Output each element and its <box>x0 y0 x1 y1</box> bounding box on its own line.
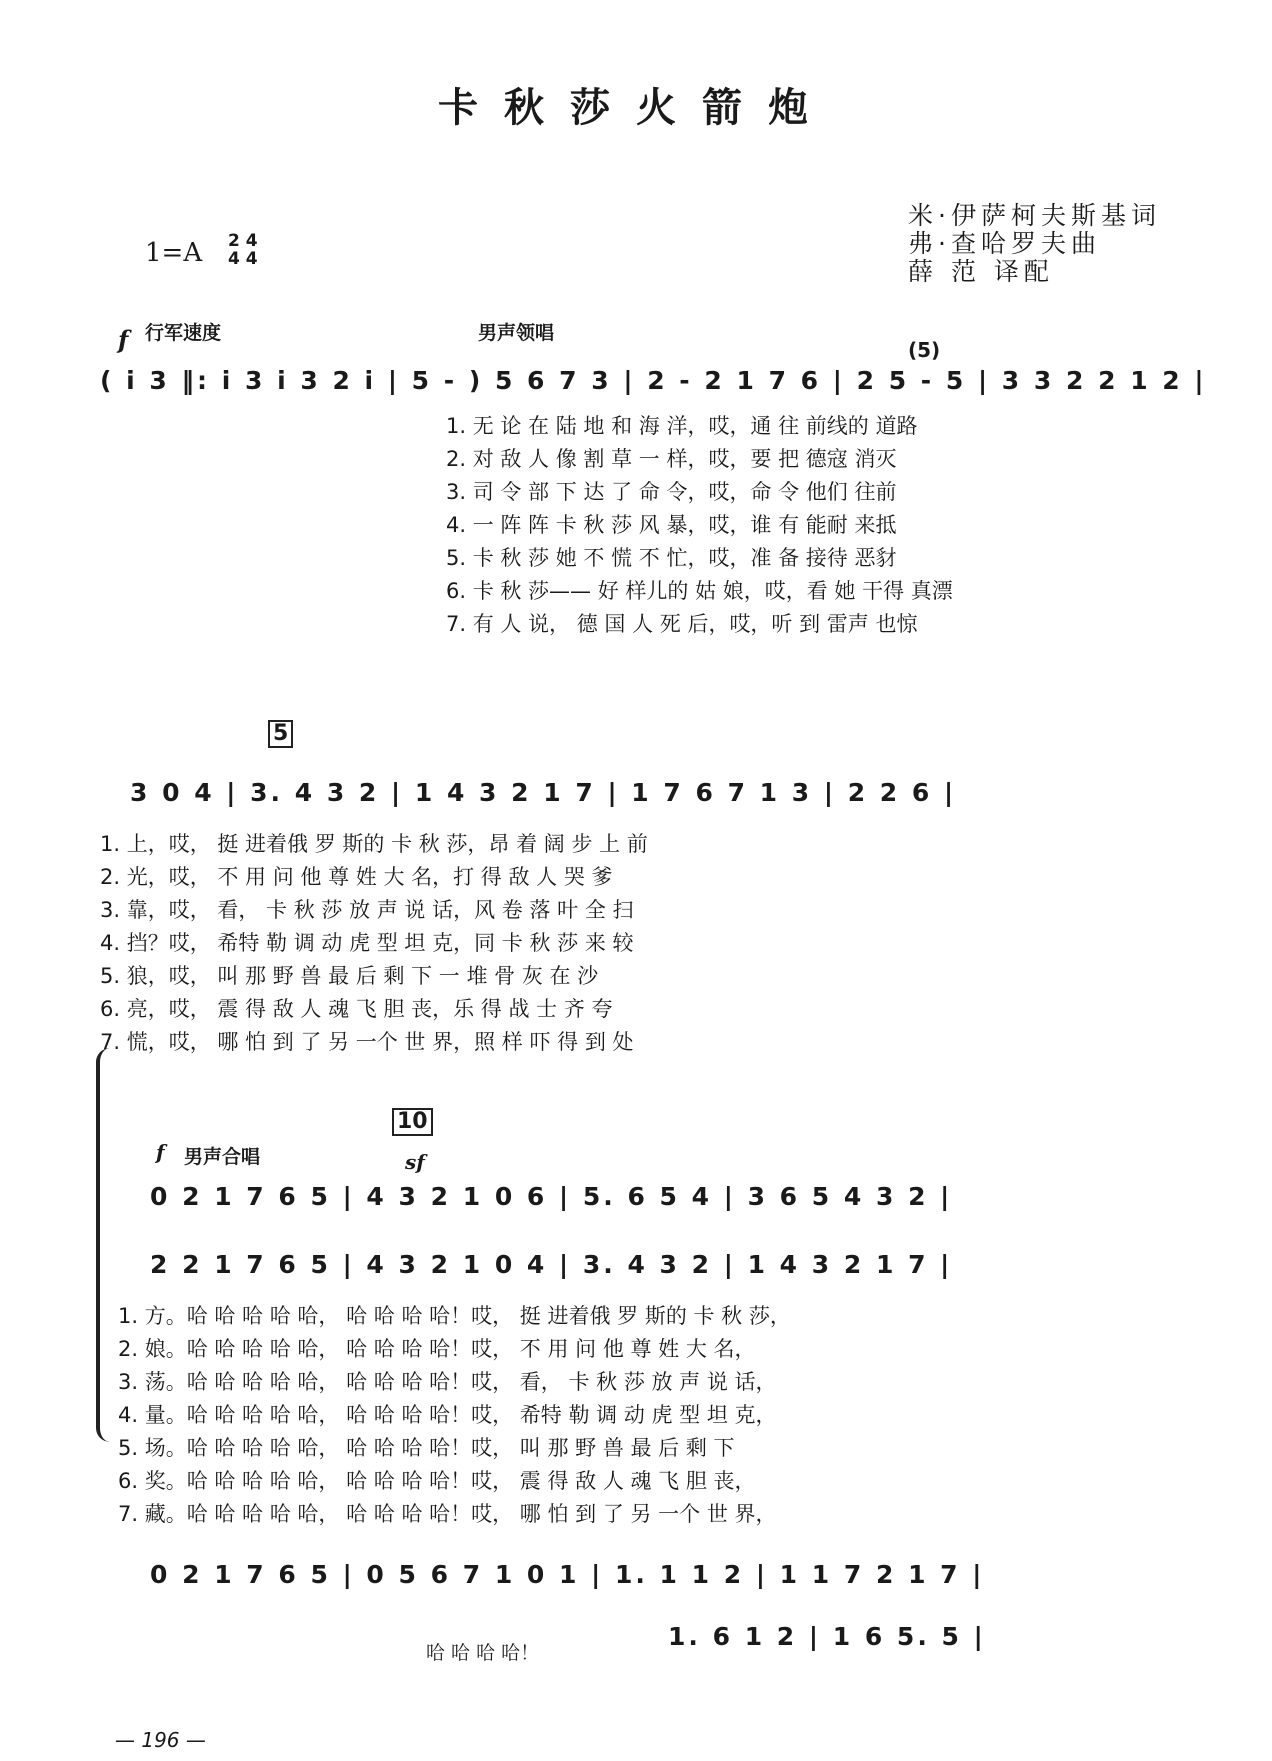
lyric-line: 5. 场。哈 哈 哈 哈 哈， 哈 哈 哈 哈！哎， 叫 那 野 兽 最 后 剩 下 <box>118 1436 735 1460</box>
measure-number: 5 <box>268 720 293 748</box>
lyric-line: 7. 藏。哈 哈 哈 哈 哈， 哈 哈 哈 哈！哎， 哪 怕 到 了 另 一个 世 界， <box>118 1502 777 1526</box>
measure-number: 10 <box>392 1108 433 1136</box>
lyric-line: 5. 卡 秋 莎 她 不 慌 不 忙，哎，准 备 接待 恶豺 <box>446 546 897 570</box>
lyric-line: 3. 靠，哎， 看， 卡 秋 莎 放 声 说 话，风 卷 落 叶 全 扫 <box>100 898 634 922</box>
system3-lower-notes: 2 2 1 7 6 5 | 4 3 2 1 0 4 | 3. 4 3 2 | 1 4 3 2 1 7 | <box>150 1250 953 1279</box>
lyric-line: 1. 无 论 在 陆 地 和 海 洋，哎，通 往 前线的 道路 <box>446 414 918 438</box>
system2-lyrics <box>100 828 648 1059</box>
dynamic-forte: f <box>118 325 129 354</box>
paren-note: (5) <box>908 338 941 362</box>
lyric-line: 6. 亮，哎， 震 得 敌 人 魂 飞 胆 丧，乐 得 战 士 齐 夸 <box>100 997 613 1021</box>
time-sig-1: 2 4 <box>228 231 258 251</box>
lyric-line: 1. 上，哎， 挺 进着俄 罗 斯的 卡 秋 莎，昂 着 阔 步 上 前 <box>100 832 648 856</box>
lyric-line: 7. 慌，哎， 哪 怕 到 了 另 一个 世 界，照 样 吓 得 到 处 <box>100 1030 634 1054</box>
system3-lyrics <box>118 1300 791 1531</box>
song-title: 卡秋莎火箭炮 <box>438 85 834 131</box>
lyric-line: 5. 狼，哎， 叫 那 野 兽 最 后 剩 下 一 堆 骨 灰 在 沙 <box>100 964 599 988</box>
performance-solo: 男声领唱 <box>478 322 555 344</box>
system-brace <box>96 1048 110 1442</box>
system2-notes: 3 0 4 | 3. 4 3 2 | 1 4 3 2 1 7 | 1 7 6 7 1 3 | 2 2 6 | <box>130 778 957 807</box>
system3-upper-notes: 0 2 1 7 6 5 | 4 3 2 1 0 6 | 5. 6 5 4 | 3 6 5 4 3 2 | <box>150 1182 953 1211</box>
tempo-marking: 行军速度 <box>145 322 222 344</box>
performance-chorus: 男声合唱 <box>184 1146 261 1168</box>
credit-lyricist: 米·伊萨柯夫斯基词 <box>908 201 1161 230</box>
time-signature <box>228 232 258 268</box>
credit-composer: 弗·查哈罗夫曲 <box>908 229 1101 258</box>
page-number: — 196 — <box>115 1728 206 1752</box>
system4-lower-notes: 1. 6 1 2 | 1 6 5. 5 | <box>668 1622 986 1651</box>
lyric-line: 4. 挡？哎， 希特 勒 调 动 虎 型 坦 克，同 卡 秋 莎 来 较 <box>100 931 634 955</box>
credit-translator: 薛 范 译配 <box>908 257 1054 286</box>
key-signature: 1=A <box>145 238 203 268</box>
system1-lyrics <box>446 410 953 641</box>
lyric-line: 4. 量。哈 哈 哈 哈 哈， 哈 哈 哈 哈！哎， 希特 勒 调 动 虎 型 坦 克， <box>118 1403 777 1427</box>
dynamic-sforzando: sf <box>405 1150 425 1174</box>
system4-upper-notes: 0 2 1 7 6 5 | 0 5 6 7 1 0 1 | 1. 1 1 2 | 1 1 7 2 1 7 | <box>150 1560 985 1589</box>
system1-notes: ( i 3 ‖: i 3 i 3 2 i | 5 - ) 5 6 7 3 | 2 - 2 1 7 6 | 2 5 - 5 | 3 3 2 2 1 2 | <box>100 366 1207 395</box>
lyric-line: 7. 有 人 说， 德 国 人 死 后，哎，听 到 雷声 也惊 <box>446 612 918 636</box>
time-sig-2: 4 4 <box>228 249 258 269</box>
lyric-line: 2. 对 敌 人 像 割 草 一 样，哎，要 把 德寇 消灭 <box>446 447 897 471</box>
lyric-line: 2. 光，哎， 不 用 问 他 尊 姓 大 名，打 得 敌 人 哭 爹 <box>100 865 613 889</box>
lyric-line: 3. 荡。哈 哈 哈 哈 哈， 哈 哈 哈 哈！哎， 看， 卡 秋 莎 放 声 说 话， <box>118 1370 777 1394</box>
system4-sub-lyric: 哈 哈 哈 哈！ <box>426 1642 540 1664</box>
dynamic-forte: f <box>156 1140 165 1164</box>
lyric-line: 6. 卡 秋 莎—— 好 样儿的 姑 娘，哎，看 她 干得 真漂 <box>446 579 953 603</box>
lyric-line: 3. 司 令 部 下 达 了 命 令，哎，命 令 他们 往前 <box>446 480 897 504</box>
lyric-line: 6. 奖。哈 哈 哈 哈 哈， 哈 哈 哈 哈！哎， 震 得 敌 人 魂 飞 胆 丧， <box>118 1469 756 1493</box>
lyric-line: 2. 娘。哈 哈 哈 哈 哈， 哈 哈 哈 哈！哎， 不 用 问 他 尊 姓 大 名， <box>118 1337 756 1361</box>
lyric-line: 1. 方。哈 哈 哈 哈 哈， 哈 哈 哈 哈！哎， 挺 进着俄 罗 斯的 卡 秋 莎， <box>118 1304 791 1328</box>
lyric-line: 4. 一 阵 阵 卡 秋 莎 风 暴，哎，谁 有 能耐 来抵 <box>446 513 897 537</box>
